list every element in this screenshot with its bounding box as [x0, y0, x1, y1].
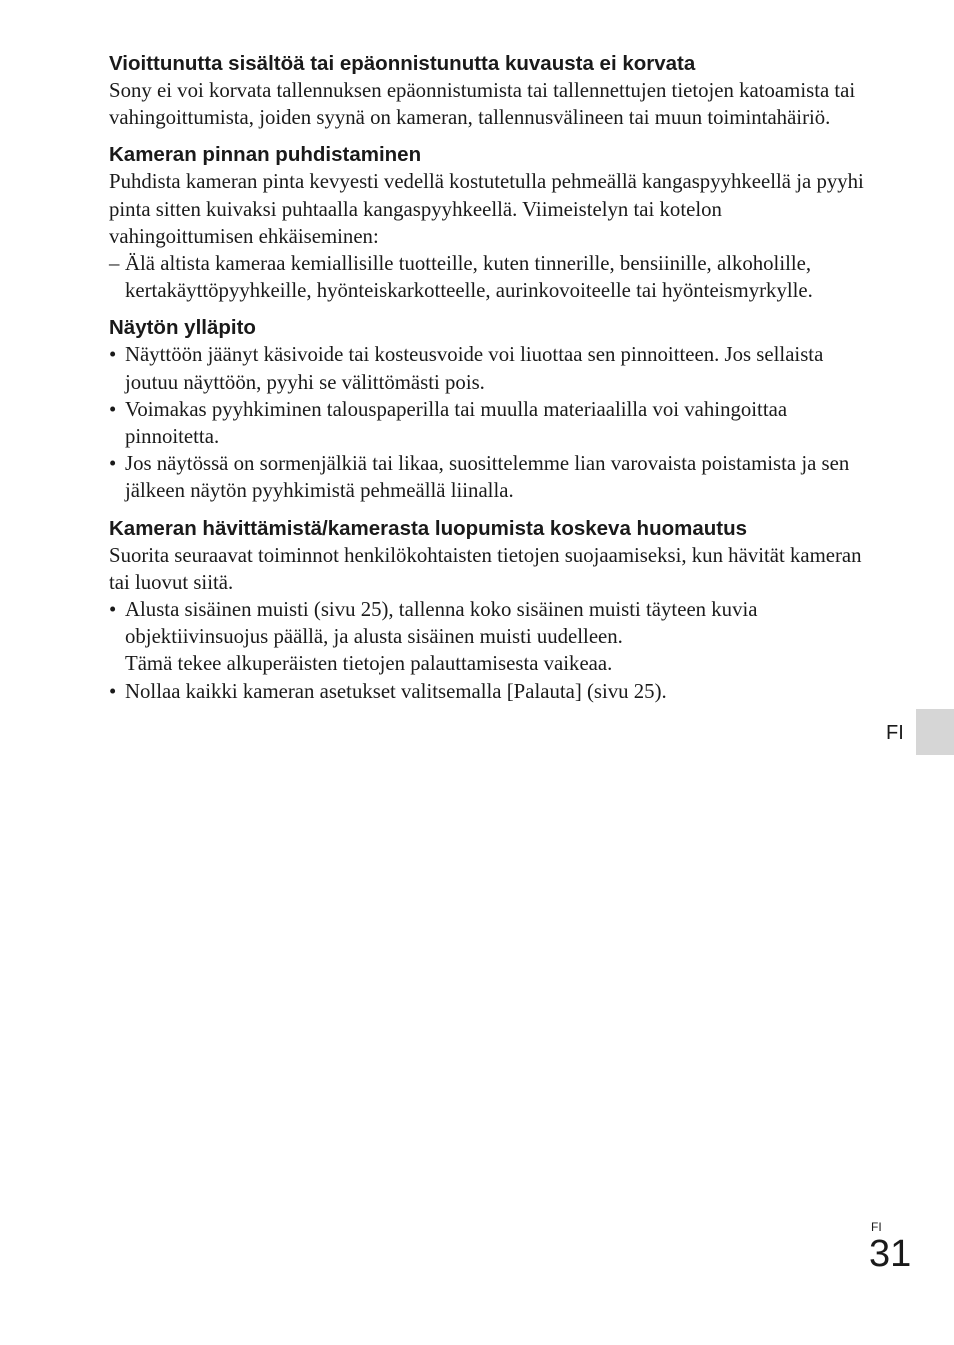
list-item	[109, 450, 869, 504]
list-item	[109, 678, 869, 705]
bullet-marker: •	[109, 452, 117, 476]
section-heading: Kameran pinnan puhdistaminen	[109, 143, 422, 167]
language-tab	[916, 709, 954, 755]
list-item-text: Alusta sisäinen muisti (sivu 25), tallenna koko sisäinen muisti täyteen kuvia objektiivinsuojus päällä, ja alusta sisäinen muisti uudelleen.	[125, 598, 758, 649]
list-item	[109, 596, 869, 678]
section-warranty	[109, 50, 869, 131]
list-item-text: Älä altista kameraa kemiallisille tuotteille, kuten tinnerille, bensiinille, alkoholille, kertakäyttöpyyhkeille, hyönteiskarkotteelle, aurinkovoiteelle tai hyönteismyrkylle.	[125, 252, 813, 303]
list-item	[109, 396, 869, 450]
bullet-marker: •	[109, 397, 117, 421]
bullet-marker: •	[109, 679, 117, 703]
footer-language: FI	[871, 1220, 882, 1234]
list-item-continuation: Tämä tekee alkuperäisten tietojen palauttamisesta vaikeaa.	[125, 652, 613, 676]
section-disposal	[109, 515, 869, 705]
dash-marker: –	[109, 252, 120, 276]
bullet-marker: •	[109, 598, 117, 622]
list-item-text: Nollaa kaikki kameran asetukset valitsemalla [Palauta] (sivu 25).	[125, 679, 667, 703]
section-paragraph: Suorita seuraavat toiminnot henkilökohtaisten tietojen suojaamiseksi, kun hävität kameran tai luovut siitä.	[109, 543, 862, 594]
section-heading: Kameran hävittämistä/kamerasta luopumista koskeva huomautus	[109, 516, 748, 540]
section-paragraph: Puhdista kameran pinta kevyesti vedellä kostutetulla pehmeällä kangaspyyhkeellä ja pyyhi pinta sitten kuivaksi puhtaalla kangaspyyhkeellä. Viimeistelyn tai kotelon vahingoittumisen ehkäiseminen:	[109, 170, 864, 248]
bullet-marker: •	[109, 343, 117, 367]
list-item	[109, 250, 869, 304]
page-content	[109, 50, 869, 715]
section-heading: Näytön ylläpito	[109, 316, 256, 340]
bullet-list	[109, 596, 869, 705]
section-cleaning	[109, 141, 869, 304]
page-number: 31	[869, 1233, 912, 1275]
section-display-care	[109, 314, 869, 504]
list-item-text: Jos näytössä on sormenjälkiä tai likaa, suosittelemme lian varovaista poistamista ja sen jälkeen näytön pyyhkimistä pehmeällä liinalla.	[125, 452, 850, 503]
bullet-list	[109, 341, 869, 504]
list-item-text: Voimakas pyyhkiminen talouspaperilla tai muulla materiaalilla voi vahingoittaa pinnoitetta.	[125, 397, 788, 449]
dash-list	[109, 250, 869, 304]
section-heading: Vioittunutta sisältöä tai epäonnistunutta kuvausta ei korvata	[109, 52, 696, 75]
language-tab-label: FI	[886, 722, 904, 744]
list-item-text: Näyttöön jäänyt käsivoide tai kosteusvoide voi liuottaa sen pinnoitteen. Jos sellaista joutuu näyttöön, pyyhi se välittömästi pois.	[125, 343, 824, 394]
list-item	[109, 341, 869, 395]
section-paragraph: Sony ei voi korvata tallennuksen epäonnistumista tai tallennettujen tietojen katoamista tai vahingoittumista, joiden syynä on kameran, tallennusvälineen tai muun toimintahäiriö.	[109, 79, 856, 130]
